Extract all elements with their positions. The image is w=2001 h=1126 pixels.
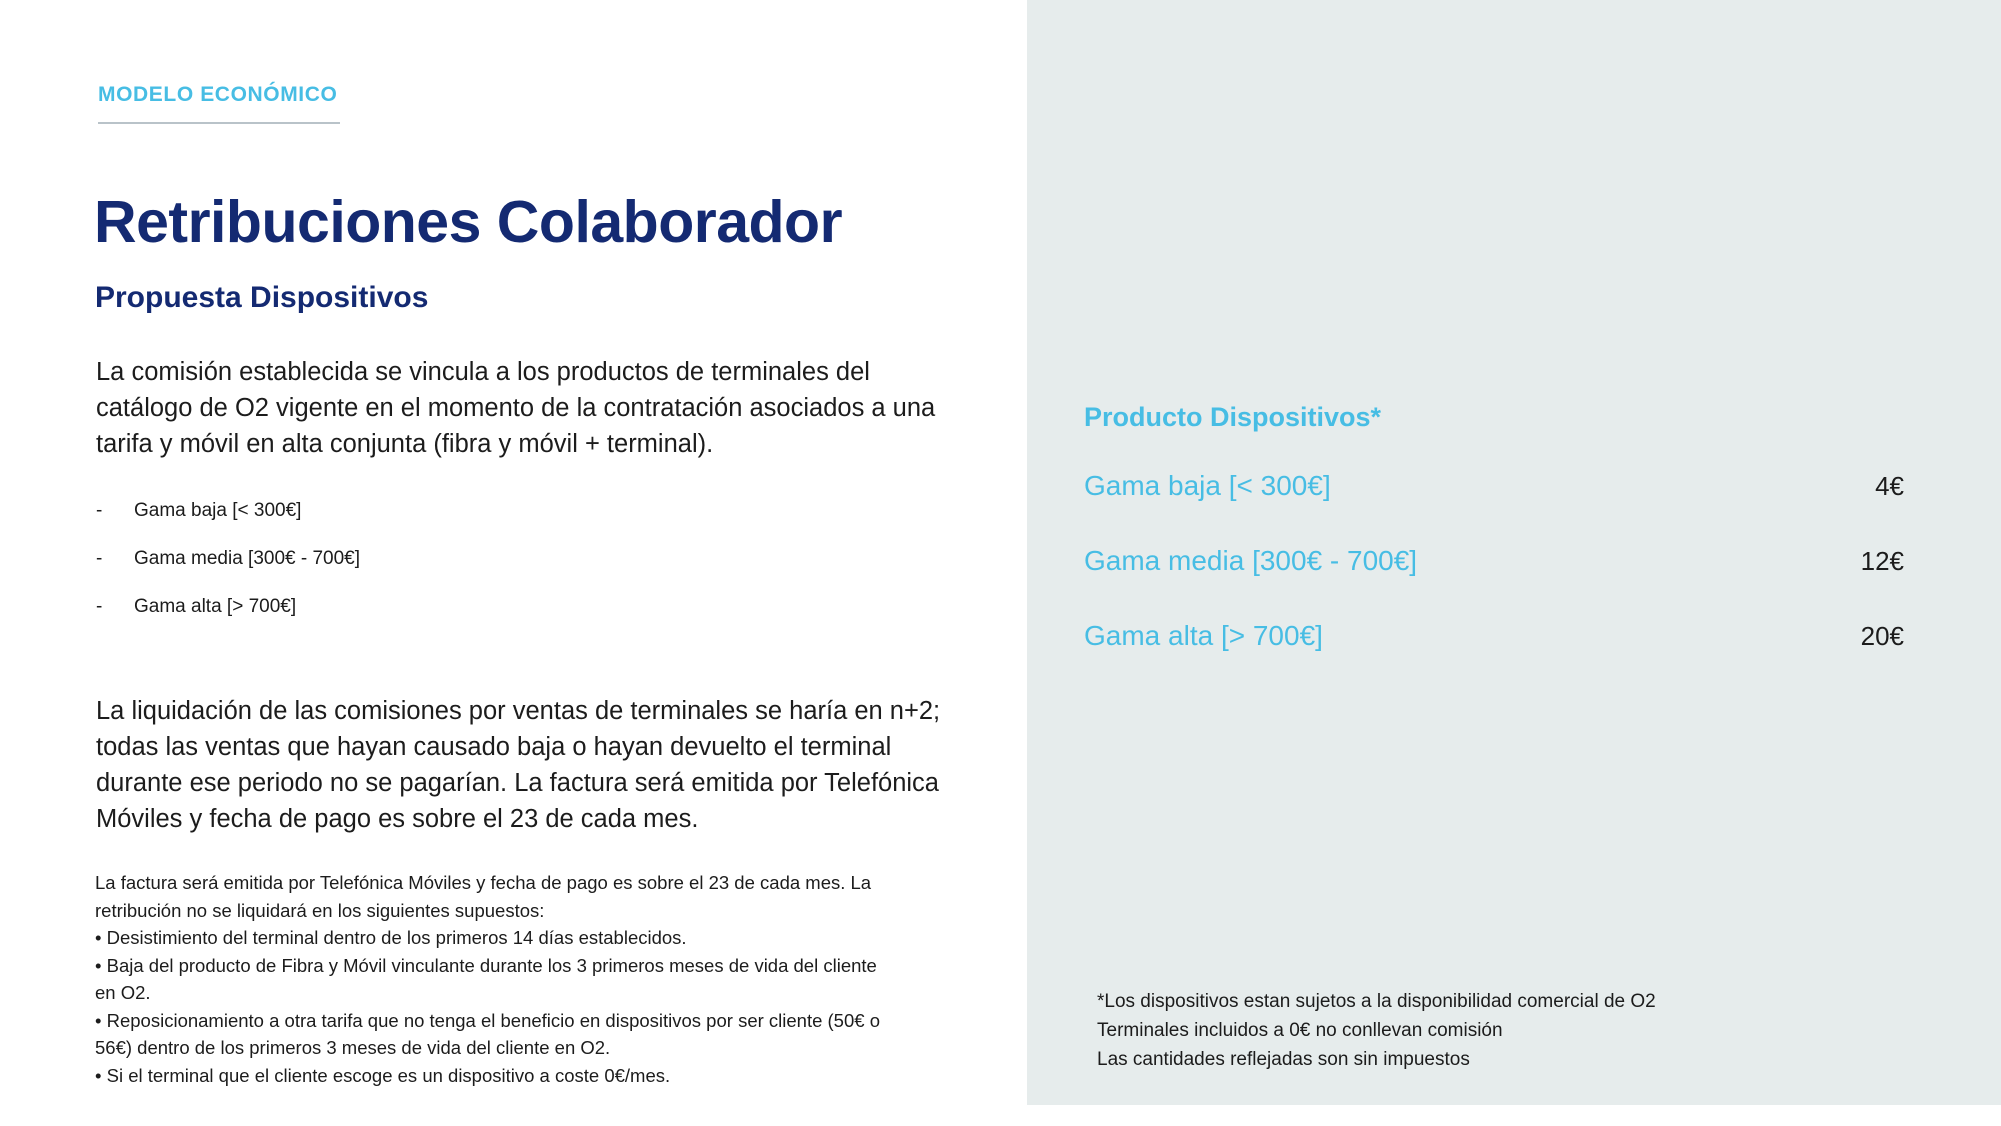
table-row-value: 4€: [1875, 471, 1904, 501]
list-item-label: Gama baja [< 300€]: [134, 500, 302, 521]
list-item-label: Gama alta [> 700€]: [134, 596, 297, 617]
terms-smallprint: [95, 869, 895, 1090]
bullet-marker-icon: -: [96, 596, 103, 617]
terms-line: • Baja del producto de Fibra y Móvil vinculante durante los 3 primeros meses de vida del cliente en O2.: [95, 954, 882, 1004]
table-row-label: Gama media [300€ - 700€]: [1084, 545, 1418, 576]
section-eyebrow: MODELO ECONÓMICO: [98, 83, 338, 106]
footnote-line: *Los dispositivos estan sujetos a la disponibilidad comercial de O2: [1097, 991, 1656, 1012]
pricing-table: [1084, 470, 1904, 695]
eyebrow-divider: [98, 122, 340, 124]
footnote-line: Terminales incluidos a 0€ no conllevan comisión: [1097, 1019, 1503, 1041]
table-row: [1084, 545, 1904, 620]
bullet-marker-icon: -: [96, 548, 103, 569]
terms-line: La factura será emitida por Telefónica Móviles y fecha de pago es sobre el 23 de cada mes. La retribución no se liquidará en los siguientes supuestos:: [95, 872, 877, 921]
page-title: Retribuciones Colaborador: [94, 188, 843, 255]
settlement-paragraph: La liquidación de las comisiones por ventas de terminales se haría en n+2; todas las ventas que hayan causado baja o hayan devuelto el terminal durante ese periodo no se pagarían. La factura será emitida por Telefónica Móviles y fecha de pago es sobre el 23 de cada mes.: [96, 696, 941, 834]
table-row: [1084, 470, 1904, 545]
table-row-value: 12€: [1860, 546, 1904, 576]
panel-footnotes: [1097, 988, 1897, 1075]
table-row-value: 20€: [1860, 621, 1904, 651]
device-range-list: [96, 500, 796, 644]
terms-line: • Desistimiento del terminal dentro de los primeros 14 días establecidos.: [95, 927, 687, 949]
table-row-label: Gama alta [> 700€]: [1084, 620, 1323, 651]
page-subtitle: Propuesta Dispositivos: [95, 280, 429, 314]
list-item: [96, 596, 796, 618]
terms-line: • Reposicionamiento a otra tarifa que no tenga el beneficio en dispositivos por ser cliente (50€ o 56€) dentro de los primeros 3 meses de vida del cliente en O2.: [95, 1009, 886, 1059]
table-row: [1084, 620, 1904, 695]
footnote-line: Las cantidades reflejadas son sin impuestos: [1097, 1048, 1470, 1070]
intro-paragraph: La comisión establecida se vincula a los productos de terminales del catálogo de O2 vigente en el momento de la contratación asociados a una tarifa y móvil en alta conjunta (fibra y móvil + terminal).: [96, 357, 936, 458]
terms-line: • Si el terminal que el cliente escoge es un dispositivo a coste 0€/mes.: [95, 1064, 671, 1086]
list-item: [96, 500, 796, 522]
table-row-label: Gama baja [< 300€]: [1084, 470, 1331, 501]
list-item: [96, 548, 796, 570]
pricing-table-title: Producto Dispositivos*: [1084, 402, 1382, 432]
list-item-label: Gama media [300€ - 700€]: [134, 548, 361, 569]
bullet-marker-icon: -: [96, 500, 103, 521]
